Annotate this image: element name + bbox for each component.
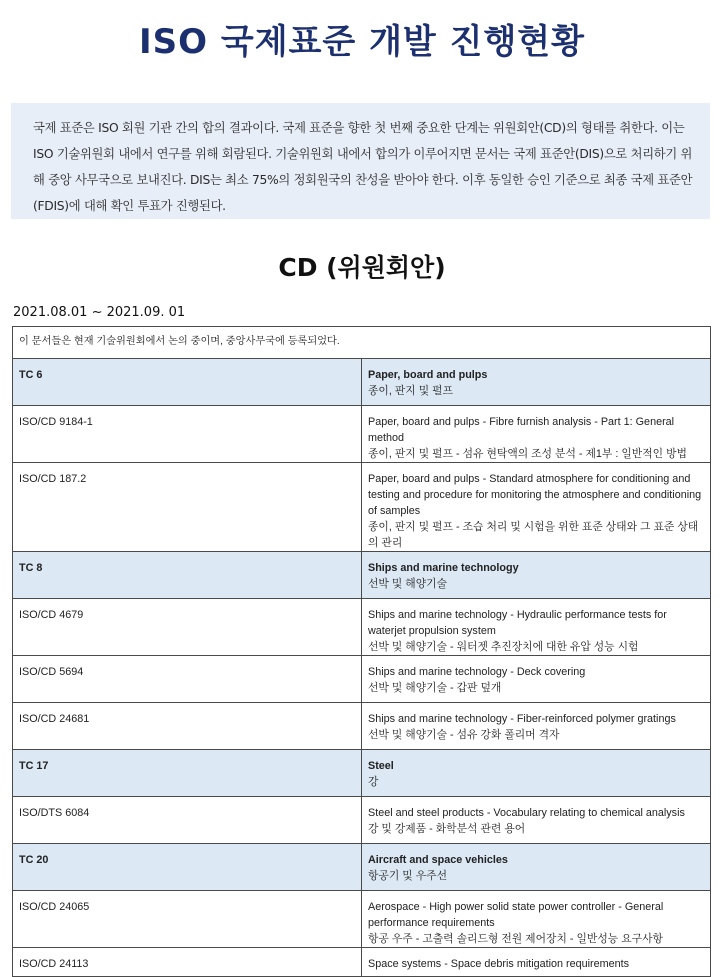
row-title-en: Ships and marine technology - Fiber-reinforced polymer gratings — [368, 713, 676, 725]
table-row-group — [13, 552, 711, 599]
row-title-ko: 선박 및 해양기술 - 갑판 덮개 — [368, 682, 502, 694]
table-row — [13, 656, 711, 703]
row-title — [362, 844, 711, 891]
row-code: TC 6 — [13, 359, 362, 406]
row-title — [362, 891, 711, 948]
page-title: ISO 국제표준 개발 진행현황 — [139, 22, 585, 62]
row-title-en: Paper, board and pulps - Fibre furnish analysis - Part 1: General method — [368, 416, 675, 444]
row-title-ko: 선박 및 해양기술 - 워터젯 추진장치에 대한 유압 성능 시험 — [368, 641, 639, 653]
row-code: ISO/CD 24065 — [13, 891, 362, 948]
table-row-group — [13, 750, 711, 797]
table-row — [13, 463, 711, 552]
row-title-en: Steel and steel products - Vocabulary relating to chemical analysis — [368, 807, 685, 819]
row-code: ISO/CD 9184-1 — [13, 406, 362, 463]
table-row — [13, 406, 711, 463]
table-row-group — [13, 359, 711, 406]
row-title-ko: 선박 및 해양기술 — [368, 578, 448, 590]
row-title-ko: 종이, 판지 및 펄프 - 조습 처리 및 시험을 위한 표준 상태와 그 표준 상태의 관리 — [368, 521, 699, 549]
row-title-en: Paper, board and pulps - Standard atmosphere for conditioning and testing and procedure for monitoring the atmosphere and conditioning of samples — [368, 473, 702, 517]
row-title-en: Ships and marine technology - Deck covering — [368, 666, 586, 678]
row-title — [362, 359, 711, 406]
row-title — [362, 406, 711, 463]
table-row — [13, 891, 711, 948]
table-note: 이 문서들은 현재 기술위원회에서 논의 중이며, 중앙사무국에 등록되었다. — [13, 327, 711, 359]
row-code: TC 8 — [13, 552, 362, 599]
row-title-ko: 항공기 및 우주선 — [368, 870, 448, 882]
row-title — [362, 797, 711, 844]
period-label: 2021.08.01 ~ 2021.09. 01 — [13, 305, 186, 320]
standards-table — [12, 326, 711, 977]
row-title — [362, 552, 711, 599]
row-title-en: Steel — [368, 760, 394, 772]
row-title-ko: 종이, 판지 및 펄프 — [368, 385, 454, 397]
table-row — [13, 703, 711, 750]
row-title-en: Paper, board and pulps — [368, 369, 488, 381]
table-note-row — [13, 327, 711, 359]
row-code: ISO/CD 24681 — [13, 703, 362, 750]
row-title — [362, 599, 711, 656]
table-row — [13, 797, 711, 844]
row-code: ISO/CD 24113 — [13, 948, 362, 977]
row-code: ISO/CD 4679 — [13, 599, 362, 656]
row-title-ko: 종이, 판지 및 펄프 - 섬유 현탁액의 조성 분석 - 제1부 : 일반적인 방법 — [368, 448, 687, 460]
row-title-en: Ships and marine technology - Hydraulic performance tests for waterjet propulsion system — [368, 609, 667, 637]
row-title — [362, 656, 711, 703]
table-row — [13, 948, 711, 977]
intro-box: 국제 표준은 ISO 회원 기관 간의 합의 결과이다. 국제 표준을 향한 첫 번째 중요한 단계는 위원회안(CD)의 형태를 취한다. 이는 ISO 기술위원회 내에서 연구를 위해 회람된다. 기술위원회 내에서 합의가 이루어지면 문서는 국제 표준안(DIS)으로 처리하기 위해 중앙 사무국으로 보내진다. DIS는 최소 75%의 정회원국의 찬성을 받아야 한다. 이후 동일한 승인 기준으로 최종 국제 표준안(FDIS)에 대해 확인 투표가 진행된다. — [11, 103, 710, 219]
row-title-ko: 선박 및 해양기술 - 섬유 강화 폴리머 격자 — [368, 729, 560, 741]
row-title — [362, 750, 711, 797]
table-row-group — [13, 844, 711, 891]
row-title-en: Aerospace - High power solid state power controller - General performance requirements — [368, 901, 664, 929]
row-title-ko: 강 및 강제품 - 화학분석 관련 용어 — [368, 823, 526, 835]
row-title — [362, 948, 711, 977]
row-title-ko: 항공 우주 - 고출력 솔리드형 전원 제어장치 - 일반성능 요구사항 — [368, 933, 663, 945]
row-title-en: Aircraft and space vehicles — [368, 854, 508, 866]
section-title: CD (위원회안) — [278, 253, 446, 282]
row-title — [362, 463, 711, 552]
table-row — [13, 599, 711, 656]
row-title-en: Space systems - Space debris mitigation requirements — [368, 958, 630, 970]
row-code: ISO/DTS 6084 — [13, 797, 362, 844]
row-code: TC 17 — [13, 750, 362, 797]
row-code: ISO/CD 187.2 — [13, 463, 362, 552]
row-code: TC 20 — [13, 844, 362, 891]
row-title-en: Ships and marine technology — [368, 562, 519, 574]
row-title — [362, 703, 711, 750]
row-code: ISO/CD 5694 — [13, 656, 362, 703]
row-title-ko: 강 — [368, 776, 379, 788]
